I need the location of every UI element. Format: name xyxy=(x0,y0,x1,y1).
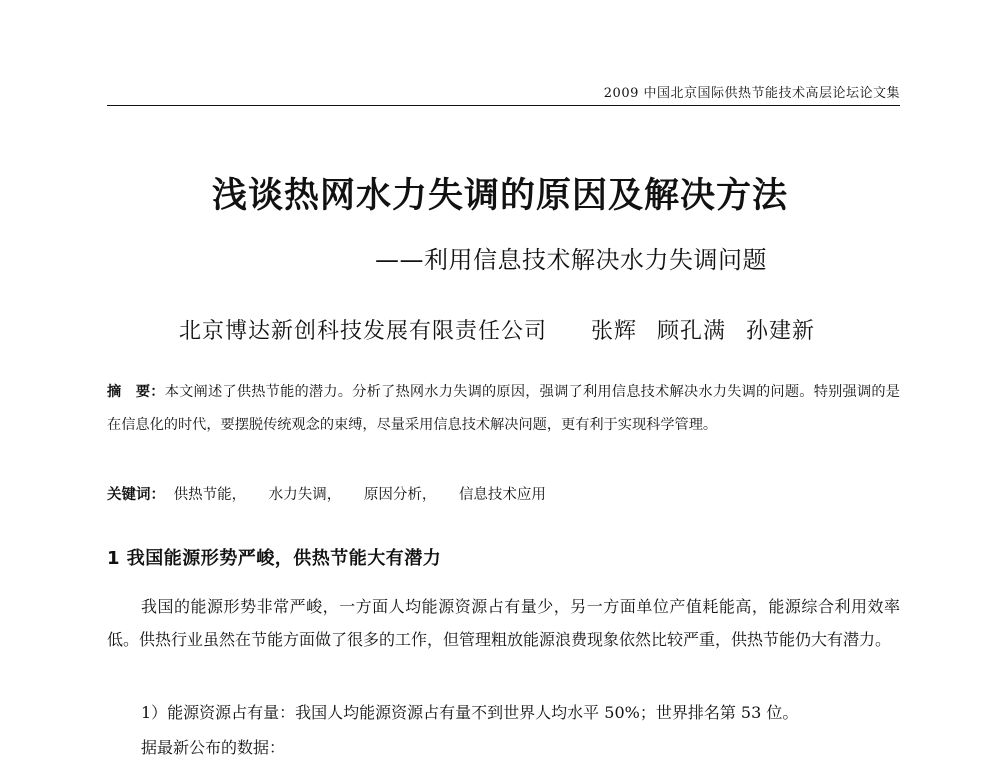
author-name: 顾孔满 xyxy=(657,319,727,344)
keyword: 原因分析， xyxy=(363,487,437,503)
keywords-label: 关键词： xyxy=(107,487,165,503)
author-name: 孙建新 xyxy=(746,319,816,344)
abstract-text: 本文阐述了供热节能的潜力。分析了热网水力失调的原因，强调了利用信息技术解决水力失调的问题。特别强调的是在信息化的时代，要摆脱传统观念的束缚，尽量采用信息技术解决问题，更有利于实现科学管理。 xyxy=(107,384,900,433)
author-line xyxy=(0,314,1000,345)
keyword: 供热节能， xyxy=(173,487,247,503)
paper-subtitle: ——利用信息技术解决水力失调问题 xyxy=(375,246,767,274)
body-paragraph: 我国的能源形势非常严峻，一方面人均能源资源占有量少，另一方面单位产值耗能高，能源综合利用效率低。供热行业虽然在节能方面做了很多的工作，但管理粗放能源浪费现象依然比较严重，供热节能仍大有潜力。 xyxy=(107,597,900,649)
section-heading: 1 我国能源形势严峻，供热节能大有潜力 xyxy=(107,548,442,569)
author-name: 张辉 xyxy=(590,319,637,344)
keywords xyxy=(107,483,900,504)
keyword: 水力失调， xyxy=(268,487,342,503)
abstract xyxy=(107,376,900,442)
keyword: 信息技术应用 xyxy=(458,487,546,503)
paper-title: 浅谈热网水力失调的原因及解决方法 xyxy=(211,176,788,216)
list-item: 1）能源资源占有量：我国人均能源资源占有量不到世界人均水平 50%；世界排名第 53 位。 xyxy=(141,703,799,722)
body-line: 据最新公布的数据： xyxy=(141,738,286,757)
affiliation: 北京博达新创科技发展有限责任公司 xyxy=(178,319,547,344)
running-header: 2009 中国北京国际供热节能技术高层论坛论文集 xyxy=(107,82,900,106)
abstract-label: 摘 要： xyxy=(107,384,165,400)
